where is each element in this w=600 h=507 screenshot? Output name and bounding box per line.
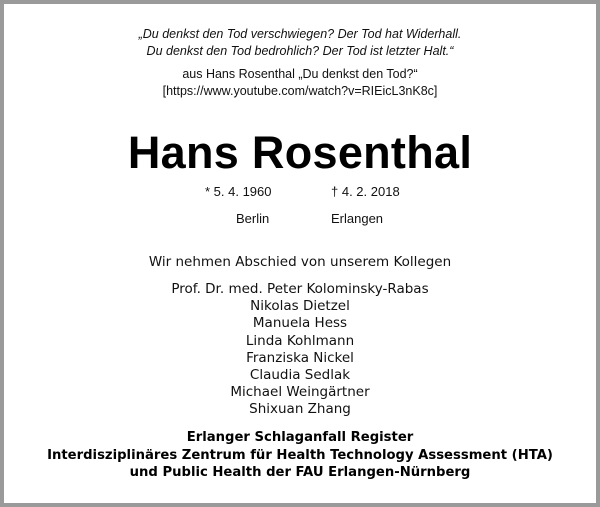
birth-place: Berlin <box>236 211 270 226</box>
quote-source <box>4 66 596 100</box>
organization-line: Erlanger Schlaganfall Register <box>186 430 414 445</box>
birth-date: * 5. 4. 1960 <box>205 184 272 199</box>
list-item: Michael Weingärtner <box>230 384 370 401</box>
organization-line: Interdisziplinäres Zentrum für Health Technology Assessment (HTA) <box>47 447 553 463</box>
farewell-text: Wir nehmen Abschied von unserem Kollegen <box>148 254 452 270</box>
list-item: Franziska Nickel <box>246 349 354 366</box>
list-item: Shixuan Zhang <box>249 401 351 418</box>
poem-quote <box>4 26 596 60</box>
organization-line: und Public Health der FAU Erlangen-Nürnberg <box>129 465 471 480</box>
list-item: Nikolas Dietzel <box>250 298 350 315</box>
quote-line: „Du denkst den Tod verschwiegen? Der Tod hat Widerhall. <box>138 27 462 41</box>
list-item: Manuela Hess <box>252 315 348 332</box>
death-date: † 4. 2. 2018 <box>331 184 400 199</box>
deceased-name: Hans Rosenthal <box>127 127 473 178</box>
colleague-list <box>4 281 596 419</box>
list-item: Prof. Dr. med. Peter Kolominsky-Rabas <box>171 281 429 297</box>
source-line: aus Hans Rosenthal „Du denkst den Tod?“ <box>182 67 418 81</box>
organization-block <box>4 429 596 482</box>
list-item: Linda Kohlmann <box>245 332 355 349</box>
list-item: Claudia Sedlak <box>249 367 351 384</box>
death-place: Erlangen <box>331 211 384 226</box>
quote-line: Du denkst den Tod bedrohlich? Der Tod ist letzter Halt.“ <box>146 44 454 58</box>
source-url: [https://www.youtube.com/watch?v=RIEicL3nK8c] <box>162 84 438 98</box>
